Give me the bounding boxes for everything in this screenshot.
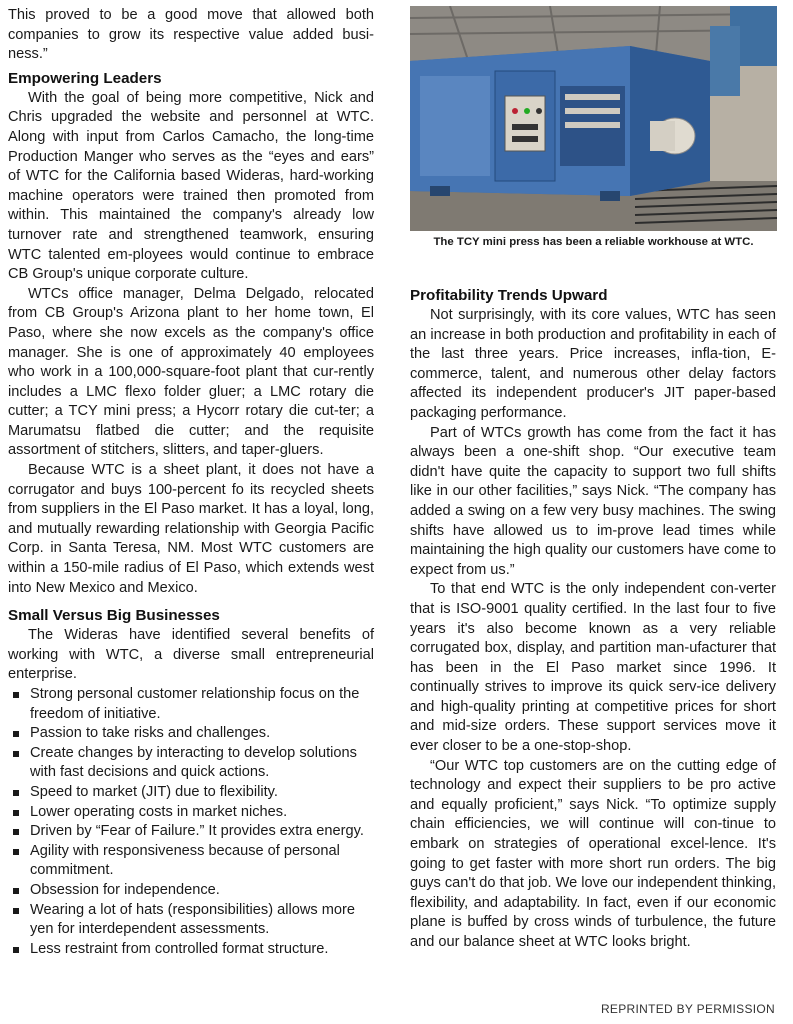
right-column xyxy=(410,282,776,953)
body-paragraph: The Wideras have identified several benefits of working with WTC, a diverse small entrepreneurial enterprise. xyxy=(8,627,374,683)
list-item: Create changes by interacting to develop solutions with fast decisions and quick actions. xyxy=(8,744,374,783)
list-item: Obsession for independence. xyxy=(8,881,374,901)
body-paragraph: Because WTC is a sheet plant, it does not have a corrugator and buys 100-percent fo its recycled sheets from suppliers in the El Paso market. It has a loyal, long, and mutually rewarding relationship with Georgia Pacific Corp. in Santa Teresa, NM. Most WTC customers are within a 150-mile radius of El Paso, which extends west into New Mexico and Mexico. xyxy=(8,462,374,596)
list-item: Speed to market (JIT) due to flexibility. xyxy=(8,783,374,803)
section-heading-profitability: Profitability Trends Upward xyxy=(410,287,608,304)
list-item: Lower operating costs in market niches. xyxy=(8,803,374,823)
body-paragraph: “Our WTC top customers are on the cutting edge of technology and expect their suppliers to be pro active and equally proficient,” says Nick. “To optimize supply chain efficiencies, we will continue will con-tinue to embark on strategies of operational excel-lence. It's going to get faster with more short run orders. The big guys can't do that job. We love our independent thinking, flexibility, and adaptability. In fact, even if our economic plane is buffed by cross winds of turbulence, the future and our balance sheet at WTC looks bright. xyxy=(410,757,776,950)
list-item: Wearing a lot of hats (responsibilities) allows more yen for interdependent assessments. xyxy=(8,901,374,940)
photo-caption: The TCY mini press has been a reliable workhouse at WTC. xyxy=(433,236,754,248)
list-item: Agility with responsiveness because of personal commitment. xyxy=(8,842,374,881)
list-item: Passion to take risks and challenges. xyxy=(8,724,374,744)
body-paragraph: With the goal of being more competitive, Nick and Chris upgraded the website and personnel at WTC. Along with input from Carlos Camacho, the long-time Production Manger who serves as the “eyes and ears” of WTC for the California based Wideras, hard-working machine operators were trained then promoted from within. This maintained the company's already low turnover rate and strengthened teamwork, ensuring WTC talented em-ployees would continue to embrace CB Group's unique corporate culture. xyxy=(8,89,374,283)
list-item: Less restraint from controlled format structure. xyxy=(8,940,374,960)
section-heading-small-vs-big: Small Versus Big Businesses xyxy=(8,607,220,625)
body-paragraph: To that end WTC is the only independent con-verter that is ISO-9001 quality certified. In the last four to five years it's also become known as a very reliable corrugated box, display, and partition man-ufacturer that has been in the El Paso market since 1996. It continually strives to improve its quick serv-ice delivery and high-quality printing at competitive prices for short and mid-size orders. These support services move it ever closer to be a one-stop-shop. xyxy=(410,581,776,755)
benefits-list xyxy=(8,685,374,959)
press-machine-photo xyxy=(410,6,777,231)
reprint-notice: REPRINTED BY PERMISSION xyxy=(600,1002,775,1016)
section-heading-empowering-leaders: Empowering Leaders xyxy=(8,69,162,87)
list-item: Driven by “Fear of Failure.” It provides extra energy. xyxy=(8,822,374,842)
list-item: Strong personal customer relationship focus on the freedom of initiative. xyxy=(8,685,374,724)
body-paragraph: Not surprisingly, with its core values, WTC has seen an increase in both production and profitability in each of the last three years. Price increases, infla-tion, E-commerce, talent, and numerous other delay factors affected its independent producer's JIT paper-based packaging performance. xyxy=(410,307,776,421)
press-machine-illustration xyxy=(410,6,777,231)
left-column xyxy=(8,6,374,959)
body-paragraph: WTCs office manager, Delma Delgado, relocated from CB Group's Arizona plant to her home town, El Paso, where she now excels as the company's office manager. She is one of approximately 40 employees who work in a 100,000-square-foot plant that cur-rently includes a LMC flexo folder gluer; a LMC rotary die cutter; a TCY mini press; a Hycorr rotary die cut-ter; a Marumatsu flatbed die cutter; and the requisite assortment of stitchers, slitters, and taper-gluers. xyxy=(8,285,374,459)
body-paragraph: Part of WTCs growth has come from the fact it has always been a one-shift shop. “Our executive team didn't have quite the capacity to support two full shifts like in our other facilities,” says Nick. “The company has added a swing on a few very busy machines. The swing shifts have allowed us to im-prove lead times while maintaining the high quality our customers have come to expect from us.” xyxy=(410,424,776,578)
intro-paragraph: This proved to be a good move that allowed both companies to grow its respective value added busi-ness.” xyxy=(8,7,374,63)
